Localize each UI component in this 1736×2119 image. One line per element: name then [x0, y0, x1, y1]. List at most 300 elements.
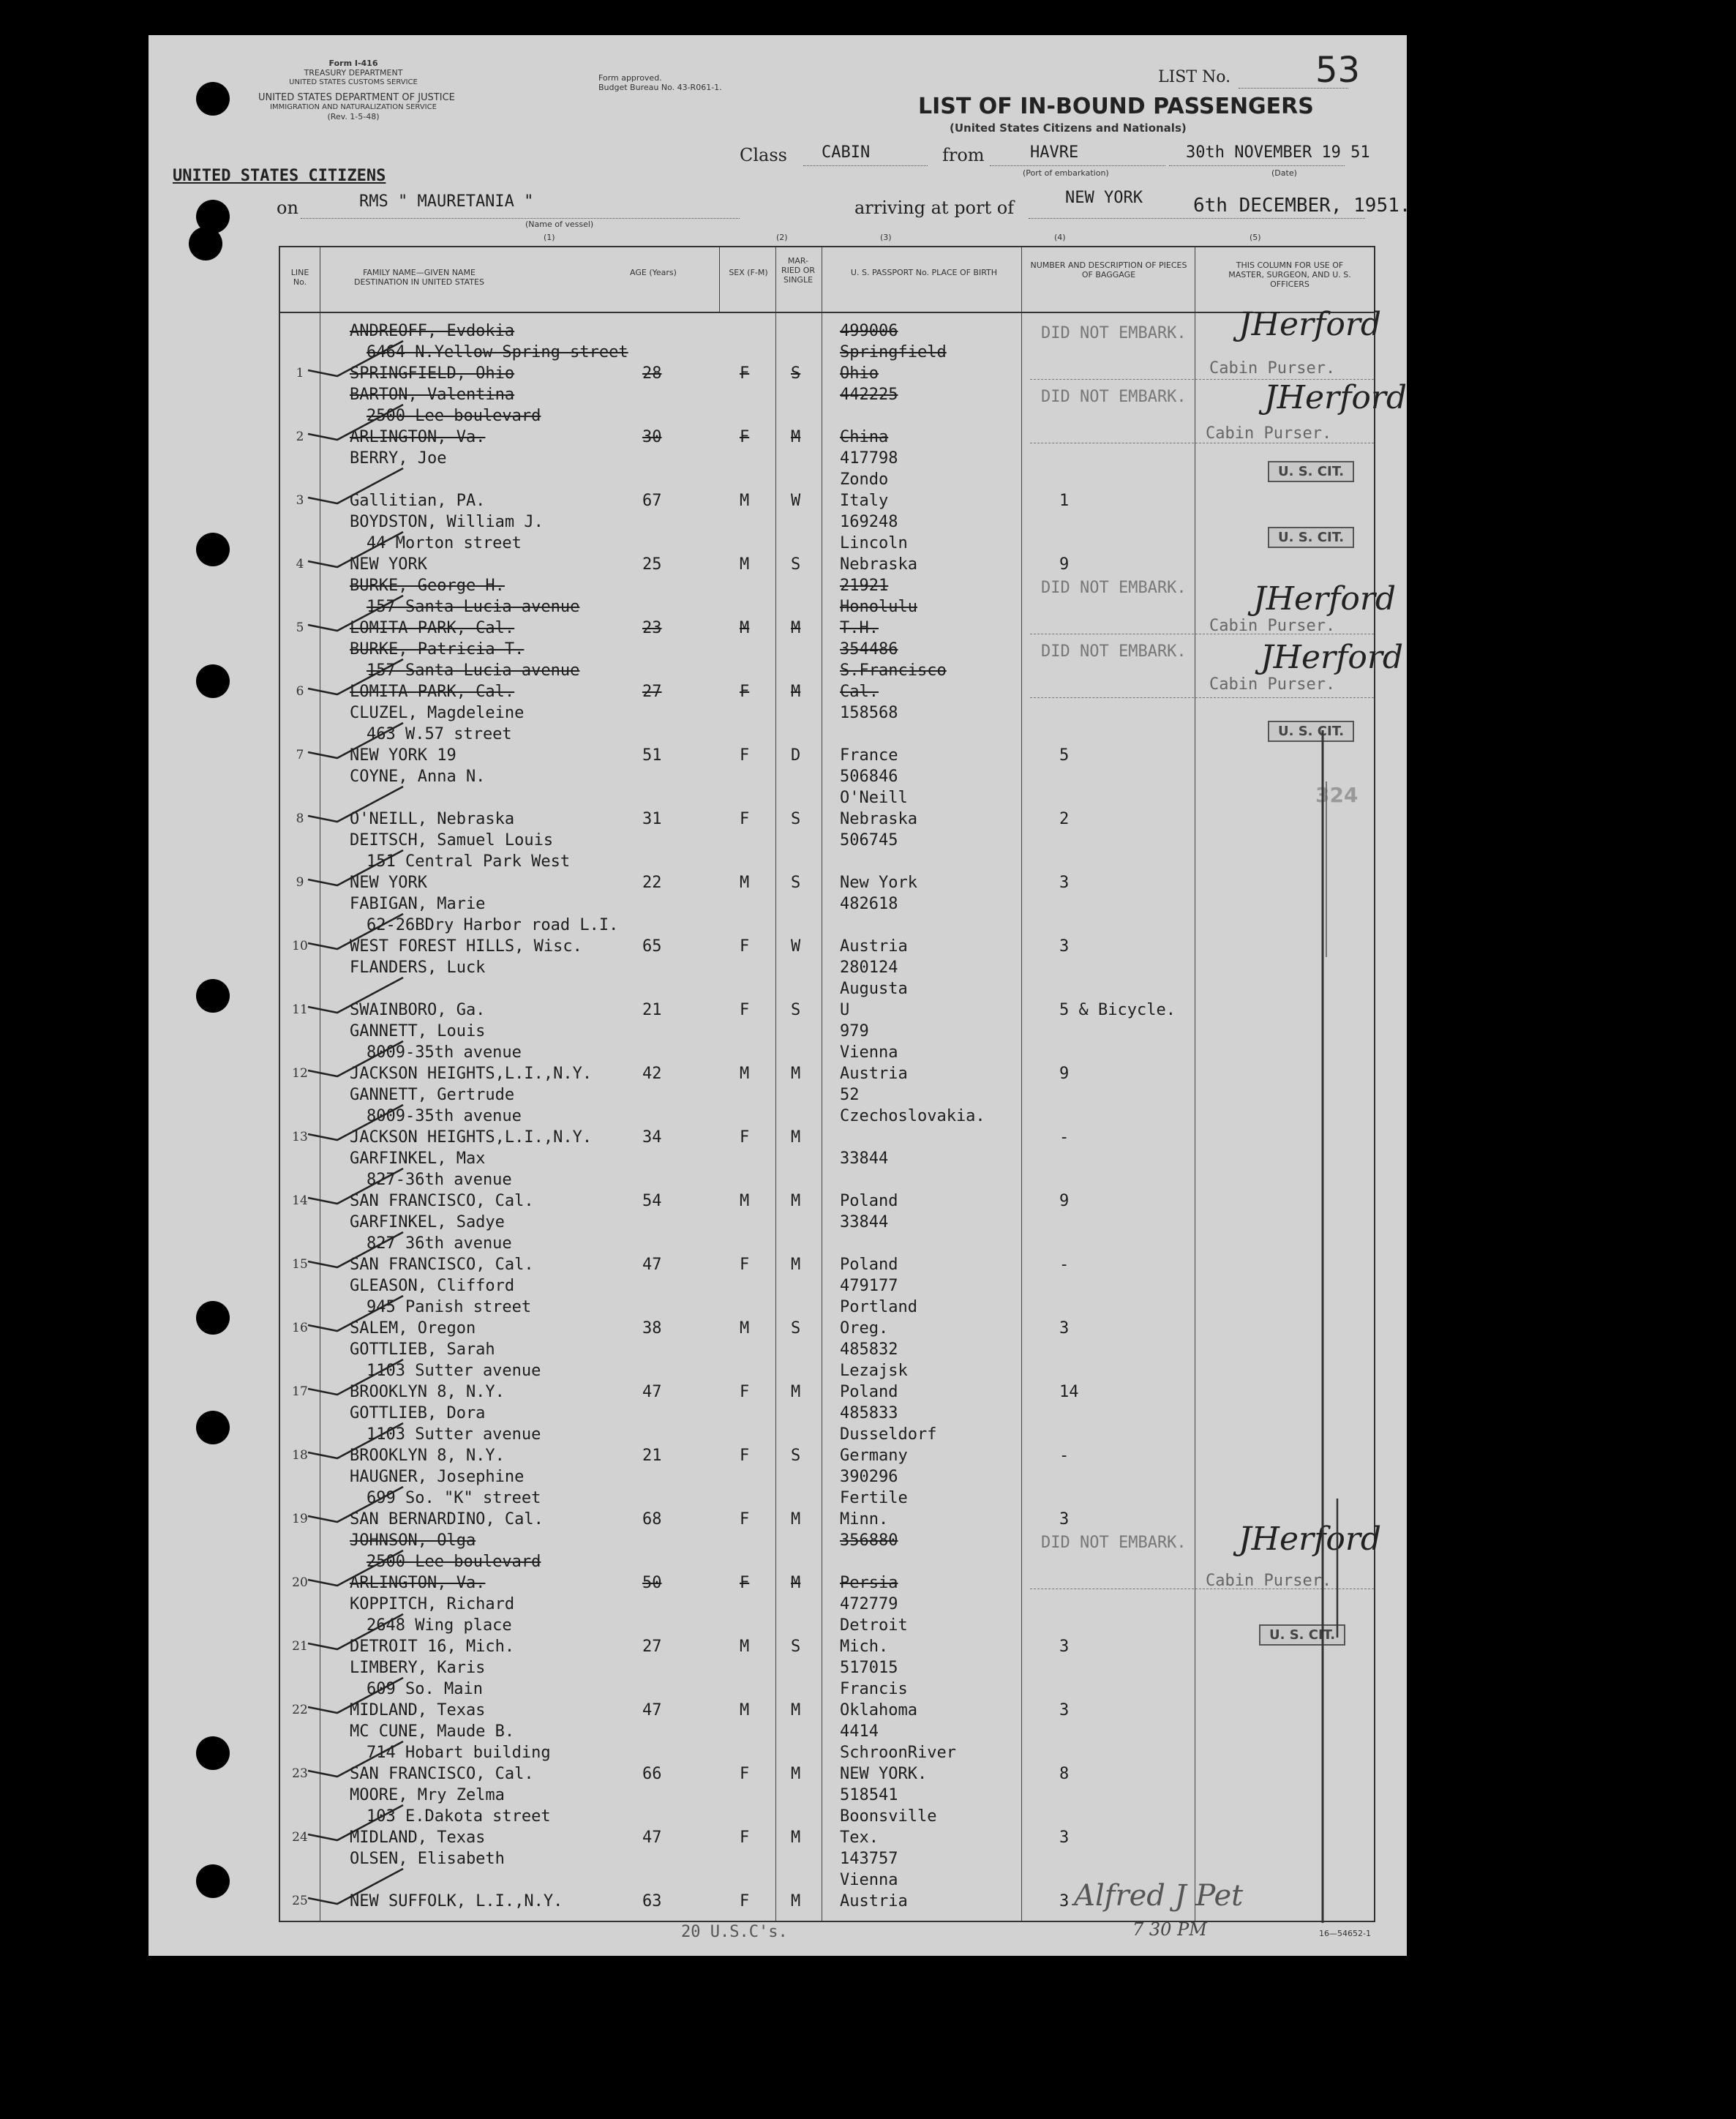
checkmark-stroke [308, 723, 403, 758]
line-number: 5 [296, 620, 304, 635]
passenger-sex: M [740, 555, 750, 574]
birthplace-city: O'Neill [840, 789, 908, 807]
birthplace-city: Detroit [840, 1616, 908, 1635]
purser-signature: JHerford [1239, 1520, 1382, 1558]
us-cit-stamp: U. S. CIT. [1268, 527, 1354, 548]
passenger-address: 463 W.57 street [367, 725, 512, 743]
birthplace-city: Portland [840, 1298, 917, 1316]
birthplace-region: Italy [840, 492, 889, 510]
cabin-purser-label: Cabin Purser. [1209, 359, 1336, 378]
passenger-name: FLANDERS, Luck [350, 959, 486, 977]
purser-signature: JHerford [1253, 580, 1397, 618]
did-not-embark-note: DID NOT EMBARK. [1041, 579, 1187, 597]
passenger-sex: F [740, 1383, 750, 1401]
passenger-age: 47 [642, 1383, 662, 1401]
passenger-destination: SAN BERNARDINO, Cal. [350, 1510, 544, 1529]
passport-number: 979 [840, 1022, 869, 1040]
birthplace-region: Ohio [840, 364, 879, 383]
stamp-number: 324 [1315, 783, 1359, 807]
passenger-address: 699 So. "K" street [367, 1489, 541, 1507]
line-number: 12 [292, 1066, 308, 1081]
birthplace-city: Springfield [840, 343, 947, 361]
birthplace-region: Persia [840, 1574, 898, 1592]
passenger-destination: SAN FRANCISCO, Cal. [350, 1765, 534, 1783]
birthplace-city: Vienna [840, 1043, 898, 1062]
passenger-address: 8009-35th avenue [367, 1043, 522, 1062]
col-num: (5) [1250, 233, 1261, 242]
passenger-sex: M [740, 1065, 750, 1083]
passenger-name: LIMBERY, Karis [350, 1659, 486, 1677]
form-id-line: Form I-416 [328, 59, 378, 68]
birthplace-city: Honolulu [840, 598, 917, 616]
checkmark-stroke [308, 1423, 403, 1458]
passenger-sex: F [740, 746, 750, 765]
passenger-address: 1103 Sutter avenue [367, 1425, 541, 1444]
header-line-no: LINE No. [290, 268, 309, 287]
passenger-address: 945 Panish street [367, 1298, 532, 1316]
line-number: 6 [296, 684, 304, 699]
passenger-sex: M [740, 1319, 750, 1338]
marital-status: M [791, 428, 801, 446]
passport-number: 280124 [840, 959, 898, 977]
passenger-address: 609 So. Main [367, 1680, 483, 1698]
line-number: 7 [296, 748, 304, 762]
passenger-destination: WEST FOREST HILLS, Wisc. [350, 937, 582, 956]
passenger-age: 47 [642, 1256, 662, 1274]
header-name: FAMILY NAME—GIVEN NAME DESTINATION IN UNITED STATES [354, 268, 484, 287]
passenger-sex: M [740, 1638, 750, 1656]
birthplace-city: Dusseldorf [840, 1425, 937, 1444]
checkmark-stroke [308, 1741, 403, 1777]
from-label: from [942, 145, 985, 165]
passenger-age: 21 [642, 1001, 662, 1019]
passenger-sex: F [740, 810, 750, 828]
footer-total: 20 U.S.C's. [681, 1923, 788, 1941]
passenger-address: 827 36th avenue [367, 1234, 512, 1253]
line-number: 9 [296, 875, 304, 890]
baggage-count: 8 [1059, 1765, 1070, 1783]
passport-number: 390296 [840, 1468, 898, 1486]
line-number: 3 [296, 493, 304, 508]
passenger-name: MOORE, Mry Zelma [350, 1786, 505, 1804]
marital-status: M [791, 1510, 801, 1529]
approval-line: Budget Bureau No. 43-R061-1. [598, 83, 722, 92]
passenger-age: 50 [642, 1574, 662, 1592]
passenger-sex: F [740, 428, 750, 446]
line-number: 25 [292, 1894, 308, 1908]
passenger-name: JOHNSON, Olga [350, 1531, 476, 1550]
form-id-line: TREASURY DEPARTMENT [304, 68, 403, 78]
passenger-sex: F [740, 1001, 750, 1019]
checkmark-stroke [308, 468, 403, 503]
passenger-destination: LOMITA PARK, Cal. [350, 683, 515, 701]
birthplace-region: Nebraska [840, 555, 917, 574]
passport-number: 4414 [840, 1722, 879, 1741]
passenger-age: 23 [642, 619, 662, 637]
passenger-destination: NEW YORK 19 [350, 746, 456, 765]
passenger-sex: M [740, 874, 750, 892]
passenger-name: HAUGNER, Josephine [350, 1468, 525, 1486]
passenger-sex: F [740, 683, 750, 701]
birthplace-region: T.H. [840, 619, 879, 637]
checkmark-stroke [308, 341, 403, 376]
passport-number: 518541 [840, 1786, 898, 1804]
passenger-name: BOYDSTON, William J. [350, 513, 544, 531]
passenger-age: 68 [642, 1510, 662, 1529]
passenger-age: 25 [642, 555, 662, 574]
passenger-name: BARTON, Valentina [350, 386, 515, 404]
passenger-name: GARFINKEL, Max [350, 1149, 486, 1168]
passenger-sex: F [740, 1765, 750, 1783]
passenger-sex: F [740, 1574, 750, 1592]
passenger-destination: BROOKLYN 8, N.Y. [350, 1383, 505, 1401]
birthplace-region: Tex. [840, 1829, 879, 1847]
birthplace-region: Oreg. [840, 1319, 889, 1338]
marital-status: M [791, 683, 801, 701]
passport-number: 485833 [840, 1404, 898, 1422]
inspector-note: 7 30 PM [1132, 1919, 1207, 1940]
form-code: 16—54652-1 [1319, 1929, 1371, 1938]
us-cit-stamp: U. S. CIT. [1268, 461, 1354, 482]
birthplace-city: Czechoslovakia. [840, 1107, 985, 1125]
passenger-address: 1103 Sutter avenue [367, 1362, 541, 1380]
passenger-age: 34 [642, 1128, 662, 1147]
passenger-sex: M [740, 1192, 750, 1210]
passport-number: 472779 [840, 1595, 898, 1613]
passenger-sex: F [740, 1256, 750, 1274]
passenger-sex: F [740, 1892, 750, 1910]
baggage-count: 3 [1059, 1638, 1070, 1656]
marital-status: M [791, 1574, 801, 1592]
cabin-purser-label: Cabin Purser. [1206, 424, 1332, 443]
marital-status: S [791, 364, 801, 383]
checkmark-stroke [308, 1487, 403, 1522]
handwritten-marks [149, 35, 1407, 1956]
class-label: Class [740, 145, 787, 165]
manifest-page [149, 35, 1411, 1956]
checkmark-stroke [308, 659, 403, 694]
passenger-sex: M [740, 619, 750, 637]
date-caption: (Date) [1271, 168, 1297, 178]
passport-number: 417798 [840, 449, 898, 468]
passenger-destination: ARLINGTON, Va. [350, 1574, 486, 1592]
passenger-sex: F [740, 1510, 750, 1529]
marital-status: M [791, 619, 801, 637]
birthplace-region: Poland [840, 1383, 898, 1401]
passenger-address: 2648 Wing place [367, 1616, 512, 1635]
birthplace-region: U [840, 1001, 850, 1019]
checkmark-stroke [308, 1041, 403, 1076]
passenger-name: MC CUNE, Maude B. [350, 1722, 515, 1741]
passenger-sex: F [740, 937, 750, 956]
passenger-destination: DETROIT 16, Mich. [350, 1638, 515, 1656]
vessel-caption: (Name of vessel) [525, 220, 594, 229]
form-id-line: IMMIGRATION AND NATURALIZATION SERVICE [270, 103, 437, 111]
purser-signature: JHerford [1264, 379, 1408, 416]
passenger-name: GARFINKEL, Sadye [350, 1213, 505, 1231]
passport-number: 499006 [840, 322, 898, 340]
form-subtitle: (United States Citizens and Nationals) [950, 121, 1187, 135]
marital-status: S [791, 874, 801, 892]
checkmark-stroke [308, 978, 403, 1013]
passenger-name: GANNETT, Louis [350, 1022, 486, 1040]
line-number: 16 [292, 1321, 308, 1335]
cabin-purser-label: Cabin Purser. [1206, 1572, 1332, 1590]
passenger-name: OLSEN, Elisabeth [350, 1850, 505, 1868]
passenger-address: 62-26BDry Harbor road L.I. [367, 916, 619, 934]
us-cit-stamp: U. S. CIT. [1268, 721, 1354, 742]
marital-status: S [791, 1319, 801, 1338]
passenger-age: 22 [642, 874, 662, 892]
passenger-age: 67 [642, 492, 662, 510]
passport-number: 506745 [840, 831, 898, 850]
passenger-destination: O'NEILL, Nebraska [350, 810, 515, 828]
birthplace-city: Zondo [840, 470, 889, 489]
embark-date: 30th NOVEMBER 19 51 [1186, 143, 1370, 162]
marital-status: M [791, 1701, 801, 1719]
line-number: 1 [296, 366, 304, 380]
checkmark-stroke [308, 1550, 403, 1586]
checkmarks [308, 341, 403, 1904]
list-no-label: LIST No. [1158, 68, 1231, 86]
birthplace-region: New York [840, 874, 917, 892]
passenger-age: 54 [642, 1192, 662, 1210]
baggage-count: 5 & Bicycle. [1059, 1001, 1176, 1019]
marital-status: M [791, 1892, 801, 1910]
baggage-count: 3 [1059, 937, 1070, 956]
passenger-age: 28 [642, 364, 662, 383]
arrival-date: 6th DECEMBER, 1951. [1193, 195, 1411, 217]
birthplace-region: Minn. [840, 1510, 889, 1529]
line-number: 8 [296, 811, 304, 826]
passenger-age: 63 [642, 1892, 662, 1910]
passport-number: 354486 [840, 640, 898, 659]
line-number: 15 [292, 1257, 308, 1272]
passenger-destination: SAN FRANCISCO, Cal. [350, 1192, 534, 1210]
form-title: LIST OF IN-BOUND PASSENGERS [918, 94, 1314, 119]
line-number: 20 [292, 1575, 308, 1590]
passenger-name: CLUZEL, Magdeleine [350, 704, 525, 722]
birthplace-region: Germany [840, 1447, 908, 1465]
passenger-address: 2500 Lee boulevard [367, 1553, 541, 1571]
line-number: 23 [292, 1766, 308, 1781]
baggage-count: 3 [1059, 1829, 1070, 1847]
passenger-address: 8009-35th avenue [367, 1107, 522, 1125]
passenger-name: DEITSCH, Samuel Louis [350, 831, 554, 850]
passenger-name: COYNE, Anna N. [350, 768, 486, 786]
header-passport: U. S. PASSPORT No. PLACE OF BIRTH [850, 268, 998, 277]
passenger-destination: MIDLAND, Texas [350, 1829, 486, 1847]
birthplace-region: Nebraska [840, 810, 917, 828]
checkmark-stroke [308, 850, 403, 885]
passenger-sex: F [740, 1829, 750, 1847]
checkmark-stroke [308, 914, 403, 949]
baggage-count: - [1059, 1128, 1070, 1147]
birthplace-region: China [840, 428, 889, 446]
passenger-name: GOTTLIEB, Dora [350, 1404, 486, 1422]
passenger-destination: MIDLAND, Texas [350, 1701, 486, 1719]
passport-number: 356880 [840, 1531, 898, 1550]
passenger-sex: F [740, 1128, 750, 1147]
birthplace-region: France [840, 746, 898, 765]
passport-number: 158568 [840, 704, 898, 722]
checkmark-stroke [308, 1805, 403, 1840]
header-sex: SEX (F-M) [729, 268, 768, 277]
passport-number: 52 [840, 1086, 860, 1104]
checkmark-stroke [308, 1105, 403, 1140]
birthplace-region: Cal. [840, 683, 879, 701]
baggage-count: - [1059, 1447, 1070, 1465]
baggage-count: 1 [1059, 492, 1070, 510]
citizen-category: UNITED STATES CITIZENS [173, 167, 386, 185]
marital-status: M [791, 1383, 801, 1401]
form-id-line: (Rev. 1-5-48) [327, 112, 380, 121]
birthplace-region: Austria [840, 937, 908, 956]
line-number: 21 [292, 1639, 308, 1654]
cabin-purser-label: Cabin Purser. [1209, 675, 1336, 694]
passport-number: 33844 [840, 1213, 889, 1231]
purser-signature: JHerford [1239, 306, 1382, 343]
birthplace-city: S.Francisco [840, 661, 947, 680]
passenger-age: 51 [642, 746, 662, 765]
line-number: 2 [296, 430, 304, 444]
passenger-destination: NEW YORK [350, 874, 427, 892]
header-officers: THIS COLUMN FOR USE OF MASTER, SURGEON, AND U. S. OFFICERS [1228, 260, 1351, 289]
birthplace-city: Augusta [840, 980, 908, 998]
passenger-destination: Gallitian, PA. [350, 492, 486, 510]
header-baggage: NUMBER AND DESCRIPTION OF PIECES OF BAGGAGE [1030, 260, 1187, 280]
marital-status: S [791, 810, 801, 828]
marital-status: W [791, 937, 801, 956]
passenger-address: 103 E.Dakota street [367, 1807, 551, 1826]
passport-number: 517015 [840, 1659, 898, 1677]
on-label: on [277, 198, 298, 218]
baggage-count: 3 [1059, 1319, 1070, 1338]
did-not-embark-note: DID NOT EMBARK. [1041, 642, 1187, 661]
birthplace-city: Vienna [840, 1871, 898, 1889]
checkmark-stroke [308, 1169, 403, 1204]
marital-status: M [791, 1192, 801, 1210]
baggage-count: 3 [1059, 874, 1070, 892]
passenger-name: GLEASON, Clifford [350, 1277, 515, 1295]
did-not-embark-note: DID NOT EMBARK. [1041, 1534, 1187, 1552]
passenger-name: FABIGAN, Marie [350, 895, 486, 913]
checkmark-stroke [308, 1296, 403, 1331]
birthplace-region: Austria [840, 1892, 908, 1910]
arriving-label: arriving at port of [854, 198, 1015, 218]
birthplace-city: Boonsville [840, 1807, 937, 1826]
marital-status: S [791, 1638, 801, 1656]
header-married: MAR- RIED OR SINGLE [781, 256, 816, 285]
baggage-count: - [1059, 1256, 1070, 1274]
marital-status: D [791, 746, 801, 765]
passenger-destination: BROOKLYN 8, N.Y. [350, 1447, 505, 1465]
line-number: 18 [292, 1448, 308, 1463]
line-number: 17 [292, 1384, 308, 1399]
line-number: 14 [292, 1193, 308, 1208]
cabin-purser-label: Cabin Purser. [1209, 617, 1336, 635]
passenger-sex: F [740, 364, 750, 383]
line-number: 19 [292, 1512, 308, 1526]
marital-status: S [791, 1001, 801, 1019]
passenger-age: 30 [642, 428, 662, 446]
passport-number: 169248 [840, 513, 898, 531]
col-num: (4) [1054, 233, 1066, 242]
marital-status: M [791, 1765, 801, 1783]
baggage-count: 3 [1059, 1701, 1070, 1719]
passenger-sex: M [740, 492, 750, 510]
line-number: 4 [296, 557, 304, 571]
col-num: (1) [544, 233, 555, 242]
passenger-address: 827-36th avenue [367, 1171, 512, 1189]
birthplace-region: Austria [840, 1065, 908, 1083]
birthplace-region: Oklahoma [840, 1701, 917, 1719]
passenger-name: BURKE, Patricia T. [350, 640, 525, 659]
passport-number: 33844 [840, 1149, 889, 1168]
passenger-age: 65 [642, 937, 662, 956]
form-id-line: UNITED STATES CUSTOMS SERVICE [289, 78, 418, 86]
passenger-destination: NEW YORK [350, 555, 427, 574]
passenger-age: 47 [642, 1701, 662, 1719]
passenger-name: KOPPITCH, Richard [350, 1595, 515, 1613]
marital-status: M [791, 1256, 801, 1274]
birthplace-city: Fertile [840, 1489, 908, 1507]
passenger-destination: JACKSON HEIGHTS,L.I.,N.Y. [350, 1065, 593, 1083]
header-age: AGE (Years) [630, 268, 677, 277]
passenger-address: 714 Hobart building [367, 1744, 551, 1762]
checkmark-stroke [308, 596, 403, 631]
line-number: 11 [292, 1002, 308, 1017]
marital-status: M [791, 1829, 801, 1847]
baggage-count: 14 [1059, 1383, 1079, 1401]
passenger-address: 2500 Lee boulevard [367, 407, 541, 425]
passport-number: 21921 [840, 577, 889, 595]
passenger-destination: ARLINGTON, Va. [350, 428, 486, 446]
line-number: 13 [292, 1130, 308, 1144]
list-no-value: 53 [1315, 50, 1361, 91]
passenger-age: 27 [642, 683, 662, 701]
passenger-name: BURKE, George H. [350, 577, 505, 595]
passenger-name: BERRY, Joe [350, 449, 447, 468]
checkmark-stroke [308, 1359, 403, 1395]
birthplace-region: Poland [840, 1192, 898, 1210]
purser-signature: JHerford [1260, 639, 1404, 676]
line-number: 10 [292, 939, 308, 953]
passenger-destination: SAN FRANCISCO, Cal. [350, 1256, 534, 1274]
passenger-destination: SALEM, Oregon [350, 1319, 476, 1338]
form-id-line: UNITED STATES DEPARTMENT OF JUSTICE [258, 92, 455, 103]
baggage-count: 9 [1059, 1192, 1070, 1210]
class-value: CABIN [822, 143, 871, 162]
marital-status: M [791, 1065, 801, 1083]
baggage-count: 2 [1059, 810, 1070, 828]
checkmark-stroke [308, 1869, 403, 1904]
did-not-embark-note: DID NOT EMBARK. [1041, 324, 1187, 342]
us-cit-stamp: U. S. CIT. [1259, 1624, 1345, 1646]
inspector-signature: Alfred J Pet [1074, 1879, 1244, 1913]
birthplace-region: NEW YORK. [840, 1765, 928, 1783]
baggage-count: 9 [1059, 1065, 1070, 1083]
col-num: (3) [880, 233, 892, 242]
passport-number: 485832 [840, 1340, 898, 1359]
line-number: 22 [292, 1703, 308, 1717]
checkmark-stroke [308, 405, 403, 440]
birthplace-region: Poland [840, 1256, 898, 1274]
passenger-address: 151 Central Park West [367, 852, 571, 871]
passenger-destination: SWAINBORO, Ga. [350, 1001, 486, 1019]
marital-status: W [791, 492, 801, 510]
passenger-age: 47 [642, 1829, 662, 1847]
